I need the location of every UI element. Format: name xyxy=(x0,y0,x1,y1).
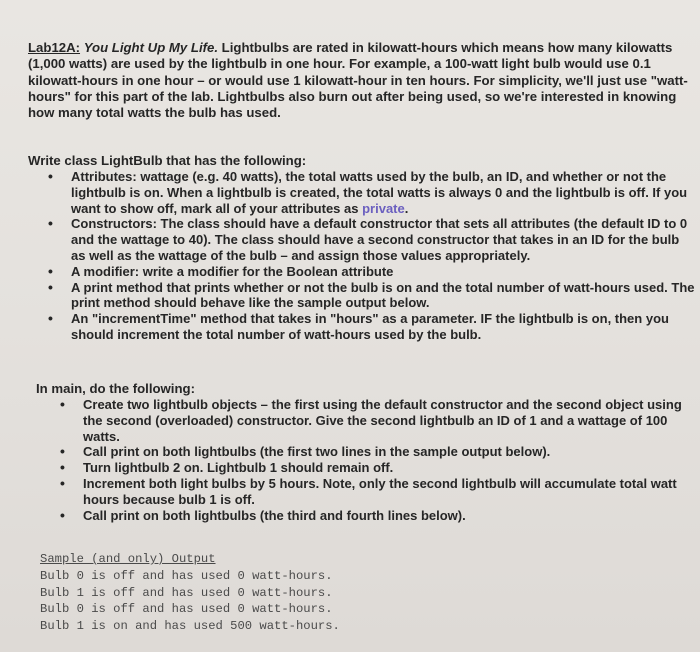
list-item: • Call print on both lightbulbs (the third and fourth lines below). xyxy=(56,508,686,524)
list-item: • A print method that prints whether or not the bulb is on and the total number of watt-hours used. The print method should behave like the sample output below. xyxy=(44,280,696,312)
sample-output-heading: Sample (and only) Output xyxy=(40,552,216,566)
list-item: • Create two lightbulb objects – the first using the default constructor and the second object using the second (overloaded) constructor. Give the second lightbulb an ID of 1 and a wattage of 100 watts. xyxy=(56,397,686,444)
sample-output-line: Bulb 1 is on and has used 500 watt-hours. xyxy=(40,619,340,634)
list-item: • An "incrementTime" method that takes in "hours" as a parameter. IF the lightbulb is on, then you should increment the total number of watt-hours used by the bulb. xyxy=(44,311,696,343)
sample-output-line: Bulb 0 is off and has used 0 watt-hours. xyxy=(40,568,333,583)
lab-title: You Light Up My Life. xyxy=(83,40,219,55)
main-steps-list xyxy=(56,397,686,523)
list-item: • Turn lightbulb 2 on. Lightbulb 1 should remain off. xyxy=(56,460,686,476)
class-section-heading: Write class LightBulb that has the following: xyxy=(28,153,307,168)
list-item: • Constructors: The class should have a default constructor that sets all attributes (the default ID to 0 and the wattage to 40). The class should have a second constructor that takes in an ID for the bulb as well as the wattage of the bulb – and assign those values appropriately. xyxy=(44,216,696,263)
lab-label: Lab12A: xyxy=(28,40,81,55)
main-section-heading: In main, do the following: xyxy=(36,381,195,396)
list-item: • A modifier: write a modifier for the Boolean attribute xyxy=(44,264,696,280)
sample-output-line: Bulb 0 is off and has used 0 watt-hours. xyxy=(40,602,333,617)
list-item: • Attributes: wattage (e.g. 40 watts), the total watts used by the bulb, an ID, and whether or not the lightbulb is on. When a lightbulb is created, the total watts is always 0 and the lightbulb is off. If you want to show off, mark all of your attributes as private. xyxy=(44,169,696,216)
intro-body: Lightbulbs are rated in kilowatt-hours which means how many kilowatts (1,000 watts) are used by the lightbulb in one hour. For example, a 100-watt light bulb would use 0.1 kilowatt-hours in one hour – or would use 1 kilowatt-hour in ten hours. For simplicity, we'll just use "watt-hours" for this part of the lab. Lightbulbs also burn out after being used, so we're interested in knowing how many total watts the bulb has used. xyxy=(28,40,688,121)
sample-output-line: Bulb 1 is off and has used 0 watt-hours. xyxy=(40,585,333,600)
sample-output xyxy=(40,551,340,635)
list-item: • Call print on both lightbulbs (the first two lines in the sample output below). xyxy=(56,444,686,460)
class-requirements-list xyxy=(44,169,696,343)
list-item: • Increment both light bulbs by 5 hours. Note, only the second lightbulb will accumulate total watt hours because bulb 1 is off. xyxy=(56,476,686,508)
private-keyword: private xyxy=(362,200,405,216)
intro-paragraph xyxy=(28,40,696,121)
